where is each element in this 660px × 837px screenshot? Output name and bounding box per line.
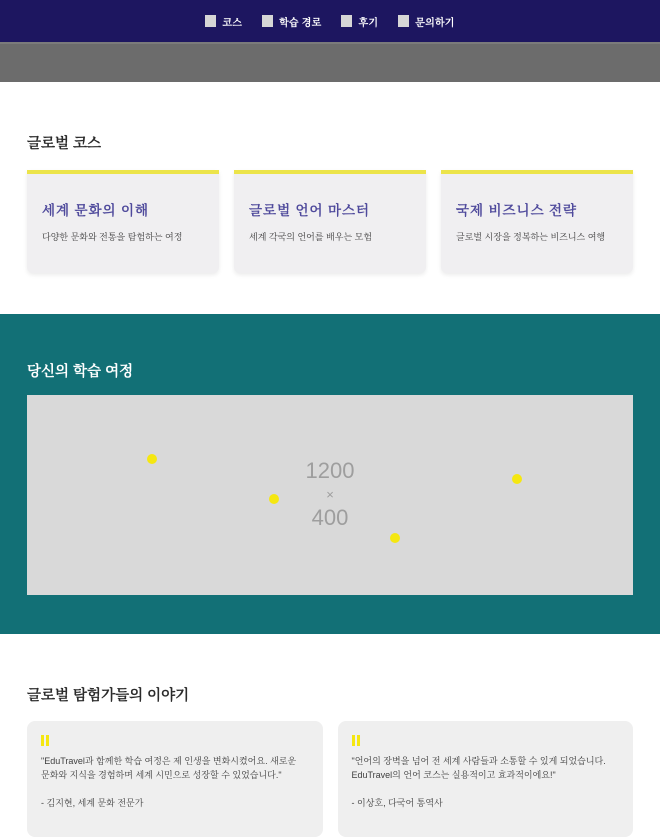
quote-bar-icon: [41, 735, 44, 746]
quote-bar-icon: [352, 735, 355, 746]
square-placeholder-icon: [341, 15, 352, 27]
nav-item-reviews[interactable]: [341, 14, 378, 29]
testimonial-author: - 이상호, 다국어 통역사: [351, 797, 443, 808]
quote-icon: [352, 733, 362, 745]
testimonials-heading: 글로벌 탐험가들의 이야기: [27, 688, 190, 704]
courses-section: [0, 132, 660, 273]
testimonial-row: [27, 721, 633, 837]
journey-marker-dot: [390, 533, 400, 543]
nav-item-label: 문의하기: [415, 17, 455, 29]
nav-item-label: 학습 경로: [279, 17, 322, 29]
square-placeholder-icon: [398, 15, 409, 27]
hero-banner: [0, 42, 660, 82]
quote-bar-icon: [46, 735, 49, 746]
course-description: 다양한 문화와 전통을 탐험하는 여정: [42, 232, 183, 242]
top-navigation: [0, 0, 660, 42]
journey-image: [27, 395, 633, 595]
square-placeholder-icon: [205, 15, 216, 27]
nav-item-label: 후기: [358, 17, 379, 29]
nav-item-courses[interactable]: [205, 14, 242, 29]
nav-item-label: 코스: [222, 17, 243, 29]
course-card-business-strategy: [441, 170, 633, 273]
testimonial-quote: "EduTravel과 함께한 학습 여정은 제 인생을 변화시켰어요. 새로운 문화와 지식을 경험하며 세계 시민으로 성장할 수 있었습니다.": [41, 756, 297, 780]
course-title: 글로벌 언어 마스터: [249, 203, 371, 218]
journey-section: [0, 314, 660, 634]
journey-marker-dot: [147, 454, 157, 464]
testimonial-quote: "언어의 장벽을 넘어 전 세계 사람들과 소통할 수 있게 되었습니다. EduTravel의 언어 코스는 실용적이고 효과적이에요!": [351, 756, 606, 780]
testimonials-section: [0, 684, 660, 837]
journey-heading: 당신의 학습 여정: [27, 364, 134, 380]
quote-bar-icon: [357, 735, 360, 746]
placeholder-width-label: 1200: [305, 458, 355, 484]
nav-item-learning-path[interactable]: [262, 14, 321, 29]
square-placeholder-icon: [262, 15, 273, 27]
placeholder-separator: ×: [326, 486, 334, 502]
journey-marker-dot: [512, 474, 522, 484]
course-description: 세계 각국의 언어를 배우는 모험: [249, 232, 373, 242]
quote-icon: [41, 733, 51, 745]
course-card-world-culture: [27, 170, 219, 273]
placeholder-height-label: 400: [311, 505, 349, 531]
course-card-language-master: [234, 170, 426, 273]
courses-heading: 글로벌 코스: [27, 136, 102, 152]
testimonial-author: - 김지현, 세계 문화 전문가: [41, 797, 144, 808]
testimonial-card: [27, 721, 323, 837]
course-cards-row: [27, 170, 633, 273]
course-title: 국제 비즈니스 전략: [456, 203, 578, 218]
course-description: 글로벌 시장을 정복하는 비즈니스 여행: [456, 232, 606, 242]
course-title: 세계 문화의 이해: [42, 203, 150, 218]
journey-marker-dot: [269, 494, 279, 504]
nav-item-contact[interactable]: [398, 14, 454, 29]
testimonial-card: [338, 721, 634, 837]
